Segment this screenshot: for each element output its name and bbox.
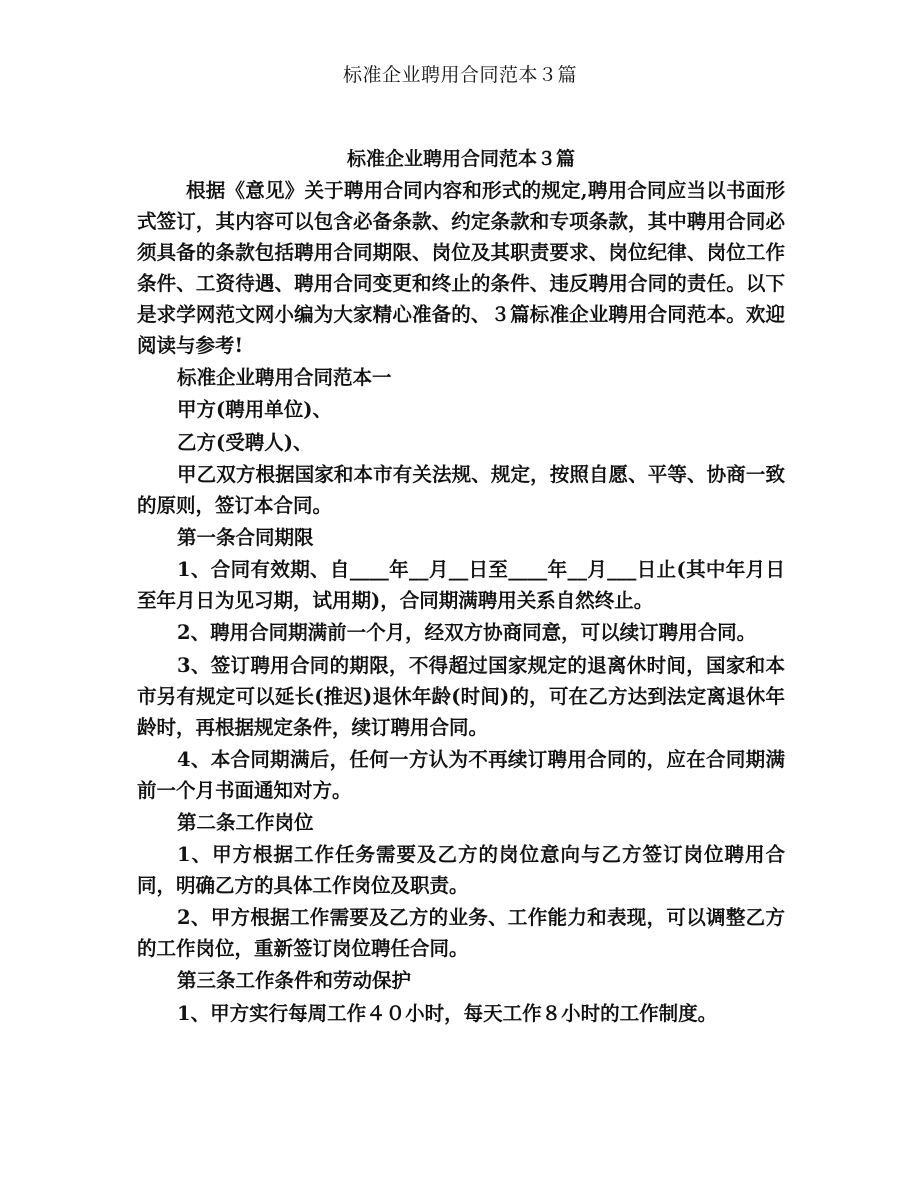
article-two-clause-2: 2、甲方根据工作需要及乙方的业务、工作能力和表现，可以调整乙方的工作岗位，重新签订岗位聘任合同。 [137,906,785,961]
document-body [137,145,785,1030]
page-header-title: 标准企业聘用合同范本３篇 [342,64,577,86]
agreement-paragraph: 甲乙双方根据国家和本市有关法规、规定，按照自愿、平等、协商一致的原则，签订本合同。 [137,462,785,517]
article-one-heading: 第一条合同期限 [177,525,314,549]
intro-paragraph: 根据《意见》关于聘用合同内容和形式的规定,聘用合同应当以书面形式签订，其内容可以包含必备条款、约定条款和专项条款，其中聘用合同必须具备的条款包括聘用合同期限、岗位及其职责要求、岗位纪律、岗位工作条件、工资待遇、聘用合同变更和终止的条件、违反聘用合同的责任。以下是求学网范文网小编为大家精心准备的、３篇标准企业聘用合同范本。欢迎阅读与参考! [137,179,785,357]
section-heading-sample-one: 标准企业聘用合同范本一 [177,366,392,390]
party-a-line: 甲方(聘用单位)、 [177,398,332,422]
article-two-clause-1: 1、甲方根据工作任务需要及乙方的岗位意向与乙方签订岗位聘用合同，明确乙方的具体工作岗位及职责。 [137,843,785,898]
article-one-clause-2: 2、聘用合同期满前一个月，经双方协商同意，可以续订聘用合同。 [177,621,757,645]
article-three-heading: 第三条工作条件和劳动保护 [177,969,412,993]
document-title: 标准企业聘用合同范本３篇 [346,148,575,170]
article-one-clause-3: 3、签订聘用合同的期限，不得超过国家规定的退离休时间，国家和本市另有规定可以延长(推迟)退休年龄(时间)的，可在乙方达到法定离退休年龄时，再根据规定条件，续订聘用合同。 [137,653,785,739]
article-three-clause-1: 1、甲方实行每周工作４０小时，每天工作８小时的工作制度。 [177,1001,718,1025]
party-b-line: 乙方(受聘人)、 [177,430,313,454]
article-two-heading: 第二条工作岗位 [177,810,314,834]
article-one-clause-4: 4、本合同期满后，任何一方认为不再续订聘用合同的，应在合同期满前一个月书面通知对方。 [137,747,785,802]
article-one-clause-1: 1、合同有效期、自____年__月__日至____年__月___日止(其中年月日至年月日为见习期，试用期)，合同期满聘用关系自然终止。 [137,558,785,613]
